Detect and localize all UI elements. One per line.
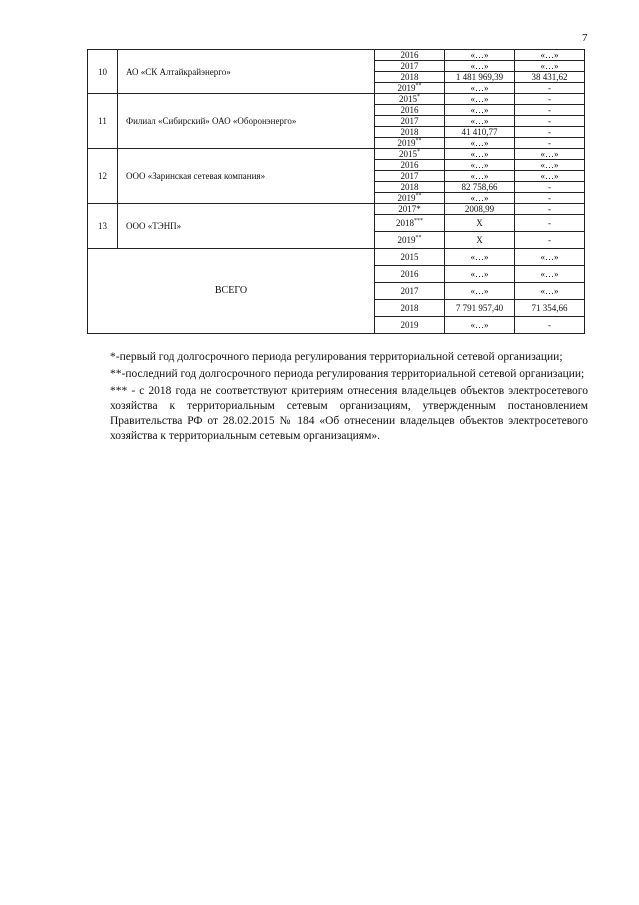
value-cell: - <box>515 182 585 193</box>
year-value: 2017 <box>400 61 419 71</box>
value-cell: X <box>445 215 515 232</box>
year-value: 2018 <box>400 303 419 313</box>
value-cell: «…» <box>515 249 585 266</box>
value-cell: - <box>515 127 585 138</box>
year-cell <box>375 149 445 160</box>
value-cell: «…» <box>515 266 585 283</box>
value-cell: «…» <box>515 50 585 61</box>
year-value: 2018 <box>400 72 419 82</box>
total-row <box>88 249 585 266</box>
year-value: 2018 <box>400 182 419 192</box>
year-cell <box>375 204 445 215</box>
year-footnote-mark: ** <box>415 138 422 144</box>
value-cell: - <box>515 94 585 105</box>
value-cell: «…» <box>445 94 515 105</box>
value-cell: 2008,99 <box>445 204 515 215</box>
year-value: 2017 <box>400 171 419 181</box>
row-number: 12 <box>88 149 118 204</box>
row-number: 13 <box>88 204 118 249</box>
year-value: 2015 <box>400 252 419 262</box>
organization-name: Филиал «Сибирский» ОАО «Оборонэнерго» <box>118 94 375 149</box>
value-cell: «…» <box>515 160 585 171</box>
year-value: 2019 <box>397 193 416 203</box>
value-cell: - <box>515 105 585 116</box>
year-value: 2017 <box>400 116 419 126</box>
value-cell: 41 410,77 <box>445 127 515 138</box>
value-cell: 71 354,66 <box>515 300 585 317</box>
year-cell <box>375 283 445 300</box>
year-cell <box>375 160 445 171</box>
table-row <box>88 149 585 160</box>
year-value: 2019 <box>400 320 419 330</box>
page-number: 7 <box>582 32 588 44</box>
value-cell: «…» <box>445 193 515 204</box>
year-value: 2017 <box>400 286 419 296</box>
year-cell <box>375 138 445 149</box>
tariff-table <box>87 49 585 334</box>
year-value: 2016 <box>400 160 419 170</box>
row-number: 10 <box>88 50 118 94</box>
value-cell: - <box>515 138 585 149</box>
value-cell: «…» <box>445 317 515 334</box>
value-cell: «…» <box>445 160 515 171</box>
year-cell <box>375 72 445 83</box>
year-value: 2016 <box>400 269 419 279</box>
value-cell: «…» <box>445 50 515 61</box>
value-cell: - <box>515 215 585 232</box>
table-row <box>88 50 585 61</box>
value-cell: «…» <box>515 171 585 182</box>
value-cell: «…» <box>515 61 585 72</box>
year-cell <box>375 83 445 94</box>
value-cell: «…» <box>445 171 515 182</box>
row-number: 11 <box>88 94 118 149</box>
footnote-1: *-первый год долгосрочного периода регулирования территориальной сетевой организации; <box>110 351 563 363</box>
year-value: 2015 <box>399 149 417 159</box>
value-cell: 82 758,66 <box>445 182 515 193</box>
value-cell: «…» <box>515 149 585 160</box>
table-body <box>88 50 585 334</box>
organization-name: АО «СК Алтайкрайэнерго» <box>118 50 375 94</box>
year-cell <box>375 300 445 317</box>
value-cell: 7 791 957,40 <box>445 300 515 317</box>
year-cell <box>375 193 445 204</box>
table-row <box>88 204 585 215</box>
year-value: 2018 <box>400 127 419 137</box>
year-value: 2019 <box>397 83 416 93</box>
value-cell: «…» <box>445 138 515 149</box>
value-cell: «…» <box>445 116 515 127</box>
year-cell <box>375 127 445 138</box>
value-cell: «…» <box>445 283 515 300</box>
total-label: ВСЕГО <box>88 249 375 334</box>
year-value: 2015 <box>399 94 417 104</box>
value-cell: «…» <box>445 61 515 72</box>
value-cell: «…» <box>445 266 515 283</box>
year-footnote-mark: * <box>417 149 420 155</box>
organization-name: ООО «ТЭНП» <box>118 204 375 249</box>
year-footnote-mark: ** <box>415 235 422 241</box>
year-value: 2017* <box>398 204 421 214</box>
value-cell: - <box>515 232 585 249</box>
value-cell: «…» <box>515 283 585 300</box>
value-cell: - <box>515 193 585 204</box>
year-cell <box>375 266 445 283</box>
value-cell: «…» <box>445 83 515 94</box>
year-cell <box>375 215 445 232</box>
value-cell: - <box>515 317 585 334</box>
year-cell <box>375 116 445 127</box>
year-value: 2016 <box>400 50 419 60</box>
footnotes <box>110 350 588 446</box>
year-cell <box>375 105 445 116</box>
year-cell <box>375 317 445 334</box>
year-footnote-mark: ** <box>415 83 422 89</box>
value-cell: - <box>515 204 585 215</box>
year-value: 2019 <box>397 235 416 245</box>
year-footnote-mark: ** <box>415 193 422 199</box>
year-cell <box>375 182 445 193</box>
footnote-2: **-последний год долгосрочного периода регулирования территориальной сетевой организации; <box>110 368 585 380</box>
value-cell: - <box>515 116 585 127</box>
year-cell <box>375 171 445 182</box>
year-cell <box>375 249 445 266</box>
footnote-3: *** - с 2018 года не соответствуют критериям отнесения владельцев объектов электросетевого хозяйства к территориальным сетевым организациям, утвержденным постановлением Правительства РФ от 28.02.2015 № 184 «Об отнесении владельцев объектов электросетевого хозяйства к территориальным сетевым организациям». <box>110 385 588 442</box>
year-cell <box>375 94 445 105</box>
value-cell: «…» <box>445 149 515 160</box>
table-row <box>88 94 585 105</box>
year-value: 2018 <box>396 218 414 228</box>
value-cell: «…» <box>445 249 515 266</box>
year-cell <box>375 50 445 61</box>
year-footnote-mark: * <box>417 94 420 100</box>
organization-name: ООО «Заринская сетевая компания» <box>118 149 375 204</box>
year-cell <box>375 232 445 249</box>
year-cell <box>375 61 445 72</box>
value-cell: 38 431,62 <box>515 72 585 83</box>
year-footnote-mark: *** <box>414 218 423 224</box>
value-cell: X <box>445 232 515 249</box>
year-value: 2016 <box>400 105 419 115</box>
value-cell: - <box>515 83 585 94</box>
value-cell: 1 481 969,39 <box>445 72 515 83</box>
year-value: 2019 <box>397 138 416 148</box>
value-cell: «…» <box>445 105 515 116</box>
